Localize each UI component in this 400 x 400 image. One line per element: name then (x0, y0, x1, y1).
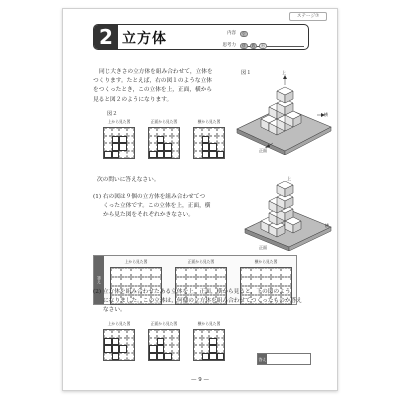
fig1-up-label: 上 (282, 70, 286, 75)
stage-badge: ステージ⑦ (289, 12, 327, 21)
q2-front-view (148, 321, 180, 361)
section-title: 立方体 (122, 31, 167, 47)
section-number: 2 (94, 25, 118, 49)
question-2 (93, 288, 329, 316)
fig2-side-view (193, 119, 225, 159)
view-label: 上から見た図 (107, 119, 131, 124)
view-label: 正面から見た図 (187, 259, 215, 264)
page-number: — 9 — (191, 377, 209, 383)
worksheet-page (62, 8, 338, 391)
q1-illustration (241, 181, 333, 251)
q2-answer-box[interactable] (257, 353, 311, 365)
view-label: 正面から見た図 (150, 119, 178, 124)
fig2-top-view (103, 119, 135, 159)
intro-paragraph (93, 68, 253, 105)
fig2-front-view (148, 119, 180, 159)
q1-front-label: 正面 (259, 245, 267, 250)
intro-line: 見ると図２のようになります。 (93, 96, 173, 103)
q1-side-label: 横 (325, 223, 329, 228)
view-label: 上から見た図 (124, 259, 148, 264)
intro-line: 同じ大きさの立方体を組み合わせて，立体を (99, 69, 213, 75)
fig2-label: 図２ (107, 111, 118, 117)
fig1-label: 図１ (241, 70, 252, 76)
q2-top-view (103, 321, 135, 361)
intro-line: をつくったとき，この立体を上，正面，横から (93, 87, 213, 94)
instruction: 次の問いに答えなさい。 (97, 177, 160, 183)
content-value: 空 (242, 31, 246, 36)
q2-line: になりました。この立体は，何個の立方体を組み合わせてつくったものか答え (103, 298, 302, 305)
thinking-pill: 情 (242, 43, 246, 48)
fig1-illustration (233, 71, 333, 155)
section-header (93, 24, 309, 50)
view-label: 横から見た図 (254, 259, 278, 264)
thinking-label: 思考力 (222, 43, 236, 48)
intro-line: つくります。たとえば，右の図１のような立体 (93, 78, 212, 85)
question-1 (93, 193, 253, 221)
answer-tab: 答え (94, 256, 104, 304)
view-label: 上から見た図 (107, 321, 131, 326)
q1-line: (1) 右の図は９個の立方体を組み合わせてつ (93, 194, 206, 200)
view-label: 横から見た図 (197, 119, 221, 124)
q1-up-label: 上 (287, 176, 291, 181)
q1-line: くった立体です。この立体を上，正面，横 (103, 203, 211, 210)
answer-tab: 答え (258, 354, 267, 364)
q2-side-view (193, 321, 225, 361)
q2-line: (2) 立方体を組み合わせたある立体を上，正面，横から見ると，下の図のよう (93, 289, 291, 295)
thinking-pill: 形 (261, 43, 265, 48)
thinking-pill: 数 (251, 43, 256, 48)
q1-line: から見た図をそれぞれかきなさい。 (103, 212, 194, 219)
header-meta (216, 29, 267, 50)
fig1-front-label: 正面 (259, 148, 267, 153)
view-label: 横から見た図 (197, 321, 221, 326)
fig1-side-label: 横 (324, 112, 328, 117)
view-label: 正面から見た図 (150, 321, 178, 326)
content-label: 内容 (227, 31, 236, 36)
q2-line: なさい。 (103, 307, 126, 314)
